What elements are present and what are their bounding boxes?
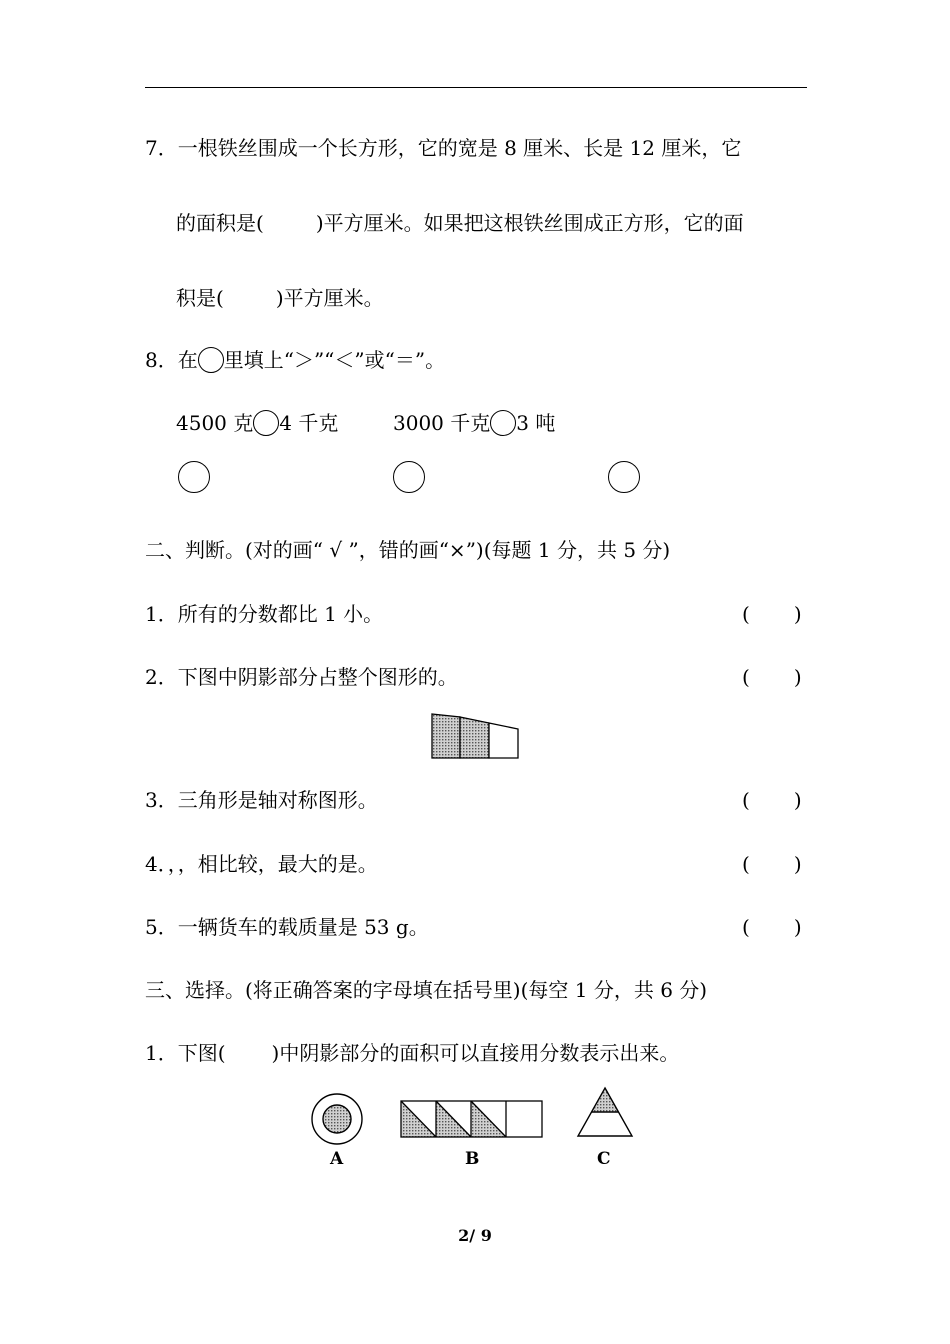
section-3-heading: 三、选择。(将正确答案的字母填在括号里)(每空 1 分，共 6 分) [145, 978, 708, 1002]
choice-item-1 [145, 1040, 679, 1066]
q7-line-1: 7．一根铁丝围成一个长方形，它的宽是 8 厘米、长是 12 厘米，它 [145, 136, 742, 160]
figure-b-squares [400, 1100, 544, 1138]
q8-compare-1 [176, 410, 338, 436]
q8-line [145, 347, 445, 373]
q7-text: )平方厘米。 [275, 286, 384, 310]
choice-text: )中阴影部分的面积可以直接用分数表示出来。 [271, 1041, 680, 1065]
q7-text: 的面积是( [176, 211, 264, 235]
section-2-heading: 二、判断。(对的画“ √ ”，错的画“×”)(每题 1 分，共 5 分) [145, 538, 671, 562]
judge-item-5: 5．一辆货车的载质量是 53 g。 [145, 915, 429, 939]
judge-item-2: 2．下图中阴影部分占整个图形的。 [145, 665, 458, 689]
page-number: 2/ 9 [458, 1226, 492, 1245]
circle-icon [198, 347, 224, 373]
q7-text: )平方厘米。如果把这根铁丝围成正方形，它的面 [315, 211, 744, 235]
compare-circle[interactable] [178, 461, 210, 493]
judge-item-4: 4．，，相比较，最大的是。 [145, 852, 378, 876]
figure-label-c: C [597, 1149, 611, 1169]
figure-c-triangle [576, 1086, 634, 1138]
shaded-trapezoid-figure [430, 712, 520, 760]
compare-left: 3000 千克 [393, 411, 491, 435]
compare-left: 4500 克 [176, 411, 254, 435]
judge-item-1: 1．所有的分数都比 1 小。 [145, 602, 384, 626]
q8-compare-2 [393, 410, 555, 436]
answer-parens[interactable]: ( ) [742, 915, 802, 939]
q7-line-2 [176, 210, 744, 236]
figure-label-b: B [465, 1149, 480, 1169]
header-rule [145, 87, 807, 88]
compare-circle[interactable] [490, 410, 516, 436]
answer-parens[interactable]: ( ) [742, 788, 802, 812]
answer-parens[interactable]: ( ) [742, 665, 802, 689]
answer-parens[interactable]: ( ) [742, 602, 802, 626]
q8-suffix: 里填上“＞”“＜”或“＝”。 [223, 348, 446, 372]
compare-circle[interactable] [253, 410, 279, 436]
q8-prefix: 8．在 [145, 348, 198, 372]
compare-circle[interactable] [393, 461, 425, 493]
judge-item-3: 3．三角形是轴对称图形。 [145, 788, 378, 812]
answer-parens[interactable]: ( ) [742, 852, 802, 876]
q7-line-3 [176, 285, 384, 311]
figure-a-circles [310, 1092, 364, 1146]
q7-text: 积是( [176, 286, 224, 310]
compare-circle[interactable] [608, 461, 640, 493]
choice-text: 1．下图( [145, 1041, 226, 1065]
compare-right: 4 千克 [279, 411, 339, 435]
figure-label-a: A [330, 1149, 344, 1169]
compare-right: 3 吨 [516, 411, 556, 435]
